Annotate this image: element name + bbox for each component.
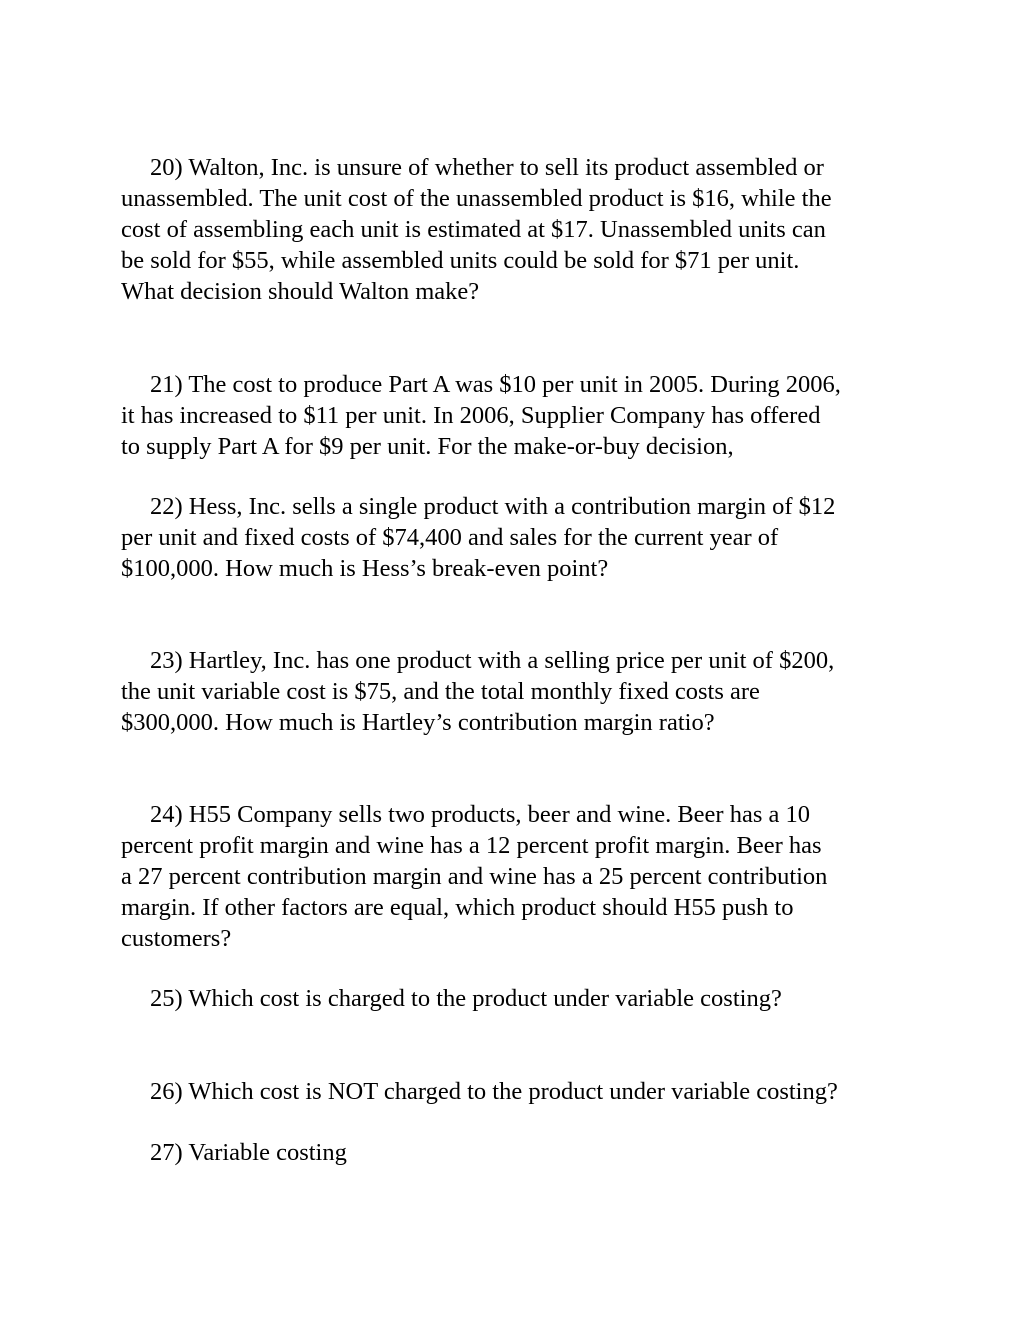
question-line: customers? <box>121 925 232 952</box>
question-line: the unit variable cost is $75, and the total monthly fixed costs are <box>121 678 760 705</box>
question-24 <box>121 799 921 954</box>
question-20 <box>121 152 921 307</box>
question-line: to supply Part A for $9 per unit. For the make-or-buy decision, <box>121 433 734 460</box>
question-line: 20) Walton, Inc. is unsure of whether to sell its product assembled or <box>150 154 824 181</box>
question-line: percent profit margin and wine has a 12 percent profit margin. Beer has <box>121 832 822 859</box>
question-line: 21) The cost to produce Part A was $10 per unit in 2005. During 2006, <box>150 371 841 398</box>
question-line: margin. If other factors are equal, which product should H55 push to <box>121 894 794 921</box>
question-line: 24) H55 Company sells two products, beer and wine. Beer has a 10 <box>150 801 810 828</box>
question-line: 22) Hess, Inc. sells a single product with a contribution margin of $12 <box>150 493 836 520</box>
question-25 <box>121 983 921 1014</box>
question-line: cost of assembling each unit is estimated at $17. Unassembled units can <box>121 216 826 243</box>
question-line: $300,000. How much is Hartley’s contribution margin ratio? <box>121 709 715 736</box>
question-27 <box>121 1137 921 1168</box>
question-line: it has increased to $11 per unit. In 2006, Supplier Company has offered <box>121 402 821 429</box>
question-line: be sold for $55, while assembled units could be sold for $71 per unit. <box>121 247 800 274</box>
question-line: per unit and fixed costs of $74,400 and sales for the current year of <box>121 524 779 551</box>
question-23 <box>121 645 921 738</box>
question-line: 26) Which cost is NOT charged to the product under variable costing? <box>150 1078 838 1105</box>
question-line: a 27 percent contribution margin and wine has a 25 percent contribution <box>121 863 828 890</box>
question-line: What decision should Walton make? <box>121 278 480 305</box>
question-22 <box>121 491 921 584</box>
question-21 <box>121 369 921 462</box>
question-line: 27) Variable costing <box>150 1139 347 1166</box>
question-line: 23) Hartley, Inc. has one product with a selling price per unit of $200, <box>150 647 835 674</box>
question-line: 25) Which cost is charged to the product under variable costing? <box>150 985 782 1012</box>
question-line: unassembled. The unit cost of the unassembled product is $16, while the <box>121 185 832 212</box>
question-line: $100,000. How much is Hess’s break-even point? <box>121 555 609 582</box>
question-26 <box>121 1076 921 1107</box>
